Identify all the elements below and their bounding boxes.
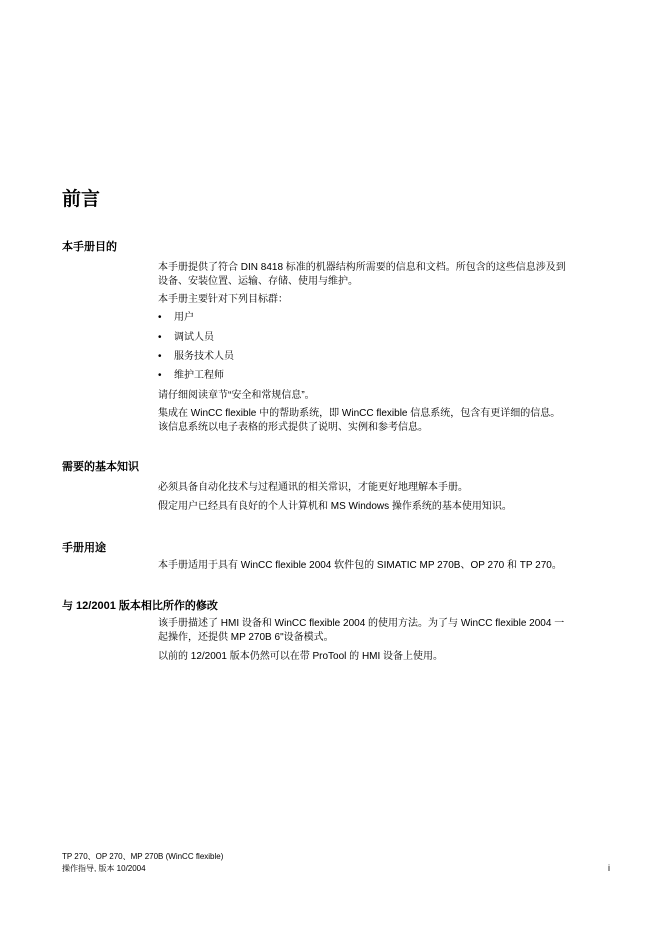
paragraph-line: 本手册提供了符合 DIN 8418 标准的机器结构所需要的信息和文档。所包含的这些信息涉及到: [158, 262, 566, 273]
page-number: i: [608, 863, 610, 873]
list-item-text: 用户: [174, 312, 194, 323]
paragraph-line: 本手册适用于具有 WinCC flexible 2004 软件包的 SIMATIC MP 270B、OP 270 和 TP 270。: [158, 560, 562, 571]
bullet-icon: •: [158, 370, 162, 381]
paragraph-line: 以前的 12/2001 版本仍然可以在带 ProTool 的 HMI 设备上使用。: [158, 651, 444, 662]
section-heading-usage: 手册用途: [62, 542, 106, 554]
bullet-icon: •: [158, 332, 162, 343]
footer-edition: 操作指导, 版本 10/2004: [62, 864, 146, 873]
paragraph-line: 必须具备自动化技术与过程通讯的相关常识，才能更好地理解本手册。: [158, 482, 468, 493]
paragraph-line: 该信息系统以电子表格的形式提供了说明、实例和参考信息。: [158, 422, 428, 433]
bullet-icon: •: [158, 351, 162, 362]
page-title: 前言: [62, 189, 101, 210]
paragraph-line: 假定用户已经具有良好的个人计算机和 MS Windows 操作系统的基本使用知识。: [158, 501, 512, 512]
audience-intro: 本手册主要针对下列目标群：: [158, 294, 288, 305]
list-item-text: 服务技术人员: [174, 351, 234, 362]
paragraph-line: 该手册描述了 HMI 设备和 WinCC flexible 2004 的使用方法。为了与 WinCC flexible 2004 一: [158, 618, 565, 629]
paragraph-line: 起操作，还提供 MP 270B 6"设备模式。: [158, 632, 334, 643]
footer-product: TP 270、OP 270、MP 270B (WinCC flexible): [62, 852, 224, 861]
section-heading-changes: 与 12/2001 版本相比所作的修改: [62, 600, 218, 612]
section-heading-knowledge: 需要的基本知识: [62, 461, 139, 473]
section-heading-purpose: 本手册目的: [62, 241, 117, 253]
list-item-text: 维护工程师: [174, 370, 224, 381]
read-note: 请仔细阅读章节“安全和常规信息”。: [158, 390, 315, 401]
list-item-text: 调试人员: [174, 332, 214, 343]
paragraph-line: 设备、安装位置、运输、存储、使用与维护。: [158, 276, 358, 287]
paragraph-line: 集成在 WinCC flexible 中的帮助系统，即 WinCC flexible 信息系统，包含有更详细的信息。: [158, 408, 561, 419]
bullet-icon: •: [158, 312, 162, 323]
